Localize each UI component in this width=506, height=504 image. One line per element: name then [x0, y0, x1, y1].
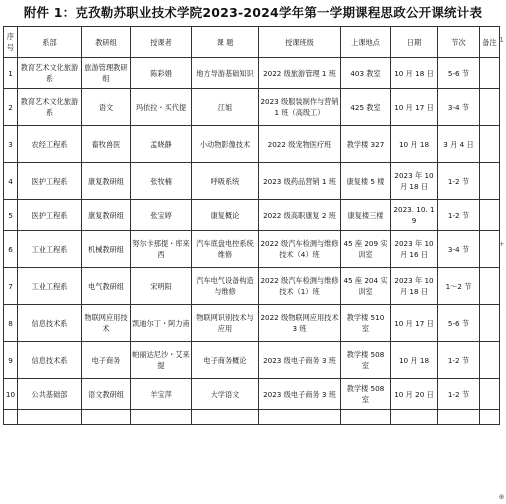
table-row: [4, 268, 500, 305]
side-add-icon[interactable]: +: [498, 240, 505, 248]
table-cell: 2022 级物联网应用技术 3 班: [259, 305, 341, 342]
table-cell: 10 月 18: [391, 126, 438, 163]
table-cell: 羊宝萍: [131, 379, 192, 410]
table-cell: [480, 268, 500, 305]
table-cell: 5-6 节: [438, 305, 480, 342]
table-cell: 10 月 17 日: [391, 89, 438, 126]
table-header-row: [4, 27, 500, 58]
table-cell: 2022 级汽车检测与维修技术（1）班: [259, 268, 341, 305]
table-cell: [480, 342, 500, 379]
table-cell: 语文教研组: [82, 379, 131, 410]
table-cell: 2023 年 10 月 18 日: [391, 268, 438, 305]
table-cell: 5-6 节: [438, 58, 480, 89]
table-cell: [480, 58, 500, 89]
table-cell: 教学楼 327: [341, 126, 391, 163]
table-cell: 2023. 10. 19: [391, 200, 438, 231]
table-cell: 努尔卡那提・库来西: [131, 231, 192, 268]
table-cell: 语文: [82, 89, 131, 126]
table-cell: 教学楼 508 室: [341, 379, 391, 410]
table-cell: 教学楼 508 室: [341, 342, 391, 379]
table-cell: [480, 200, 500, 231]
table-cell: [480, 89, 500, 126]
page-title: 附件 1：克孜勒苏职业技术学院2023-2024学年第一学期课程思政公开课统计表: [23, 5, 483, 20]
table-cell: 1: [4, 58, 18, 89]
table-cell: 陈彩娟: [131, 58, 192, 89]
table-cell: 6: [4, 231, 18, 268]
table-cell: 汽车底盘电控系统维修: [192, 231, 259, 268]
table-row: [4, 58, 500, 89]
table-cell: 3 月 4 日: [438, 126, 480, 163]
table-cell: [480, 163, 500, 200]
table-cell: 物联网应用技术: [82, 305, 131, 342]
table-cell-empty: [480, 410, 500, 425]
table-cell: 旅游管理教研组: [82, 58, 131, 89]
header-cell: 授课班级: [259, 27, 341, 58]
header-cell: 日期: [391, 27, 438, 58]
table-cell: 机械教研组: [82, 231, 131, 268]
table-cell: 信息技术系: [18, 342, 82, 379]
table-cell: 宋明阳: [131, 268, 192, 305]
header-cell: 备注: [480, 27, 500, 58]
table-cell-empty: [192, 410, 259, 425]
table-cell: 汽车电气设备构造与维修: [192, 268, 259, 305]
table-cell: [480, 379, 500, 410]
table-cell: 3: [4, 126, 18, 163]
table-cell: 医护工程系: [18, 163, 82, 200]
table-row: [4, 379, 500, 410]
table-cell: 10 月 18 日: [391, 58, 438, 89]
table-cell: 地方导游基础知识: [192, 58, 259, 89]
table-cell-empty: [391, 410, 438, 425]
table-cell: 1-2 节: [438, 379, 480, 410]
table-cell: 孟晓静: [131, 126, 192, 163]
table-cell: [480, 305, 500, 342]
table-cell: 1-2 节: [438, 163, 480, 200]
table-row: [4, 126, 500, 163]
table-cell: 2: [4, 89, 18, 126]
table-cell: 电子商务概论: [192, 342, 259, 379]
table-cell: 电子商务: [82, 342, 131, 379]
table-cell: 小动物影像技术: [192, 126, 259, 163]
header-cell: 序号: [4, 27, 18, 58]
table-cell: 玛依拉・买代提: [131, 89, 192, 126]
table-cell: 张牧楠: [131, 163, 192, 200]
table-row: [4, 231, 500, 268]
table-row: [4, 200, 500, 231]
table-cell: 康复楼三楼: [341, 200, 391, 231]
table-cell: 3-4 节: [438, 89, 480, 126]
header-cell: 节次: [438, 27, 480, 58]
table-cell: 403 教室: [341, 58, 391, 89]
table-cell: 7: [4, 268, 18, 305]
table-cell: 凯迪尔丁・阿力甫: [131, 305, 192, 342]
table-cell: 康复楼 5 楼: [341, 163, 391, 200]
header-cell: 上课地点: [341, 27, 391, 58]
table-cell: [480, 126, 500, 163]
table-cell: [480, 231, 500, 268]
table-cell: 1-2 节: [438, 200, 480, 231]
table-cell: 帕丽达尼沙・艾来提: [131, 342, 192, 379]
header-cell: 授课者: [131, 27, 192, 58]
table-cell: 9: [4, 342, 18, 379]
table-cell: 江姐: [192, 89, 259, 126]
table-cell: 2023 级服装制作与营销 1 班（高级工）: [259, 89, 341, 126]
table-cell: 教育艺术文化旅游系: [18, 89, 82, 126]
header-cell: 教研组: [82, 27, 131, 58]
table-cell: 3-4 节: [438, 231, 480, 268]
table-cell: 4: [4, 163, 18, 200]
table-cell: 1-2 节: [438, 342, 480, 379]
table-cell: 2022 级旅游管理 1 班: [259, 58, 341, 89]
header-cell: 系部: [18, 27, 82, 58]
table-cell-empty: [131, 410, 192, 425]
header-cell: 课 题: [192, 27, 259, 58]
table-row: [4, 305, 500, 342]
table-cell: 2022 级宠物医疗班: [259, 126, 341, 163]
table-cell: 2023 级药品营销 1 班: [259, 163, 341, 200]
course-table: [3, 26, 500, 425]
table-cell-empty: [82, 410, 131, 425]
table-cell: 医护工程系: [18, 200, 82, 231]
table-cell: 45 座 204 实训室: [341, 268, 391, 305]
table-cell: 康复概论: [192, 200, 259, 231]
table-cell: 10 月 17 日: [391, 305, 438, 342]
table-row: [4, 89, 500, 126]
table-cell: 2023 年 10 月 18 日: [391, 163, 438, 200]
table-cell: 工业工程系: [18, 268, 82, 305]
table-cell: 1～2 节: [438, 268, 480, 305]
table-cell: 信息技术系: [18, 305, 82, 342]
table-cell: 45 座 209 实训室: [341, 231, 391, 268]
table-cell: 教育艺术文化旅游系: [18, 58, 82, 89]
table-cell: 工业工程系: [18, 231, 82, 268]
side-mark-top: 1: [499, 36, 504, 44]
table-cell-empty: [341, 410, 391, 425]
table-cell: 2023 级电子商务 3 班: [259, 379, 341, 410]
table-cell-empty: [259, 410, 341, 425]
table-cell: 张宝婷: [131, 200, 192, 231]
table-cell: 电气教研组: [82, 268, 131, 305]
table-cell: 康复教研组: [82, 163, 131, 200]
table-cell: 公共基础部: [18, 379, 82, 410]
table-cell: 畜牧兽医: [82, 126, 131, 163]
side-move-icon[interactable]: ⊕: [498, 493, 505, 501]
table-cell: 教学楼 510 室: [341, 305, 391, 342]
table-cell: 康复教研组: [82, 200, 131, 231]
table-cell: 呼吸系统: [192, 163, 259, 200]
table-cell: 8: [4, 305, 18, 342]
table-cell: 2023 年 10 月 16 日: [391, 231, 438, 268]
table-cell: 425 教室: [341, 89, 391, 126]
table-cell: 10 月 18: [391, 342, 438, 379]
table-row: [4, 342, 500, 379]
table-row: [4, 163, 500, 200]
table-cell-empty: [4, 410, 18, 425]
table-row-empty: [4, 410, 500, 425]
table-cell: 10: [4, 379, 18, 410]
table-cell: 10 月 20 日: [391, 379, 438, 410]
table-cell: 2022 级汽车检测与维修技术（4）班: [259, 231, 341, 268]
table-cell: 5: [4, 200, 18, 231]
table-cell-empty: [438, 410, 480, 425]
table-cell: 2022 级高职康复 2 班: [259, 200, 341, 231]
table-cell: 物联网识别技术与应用: [192, 305, 259, 342]
table-cell: 2023 级电子商务 3 班: [259, 342, 341, 379]
table-cell: 大学语文: [192, 379, 259, 410]
table-cell-empty: [18, 410, 82, 425]
table-cell: 农经工程系: [18, 126, 82, 163]
